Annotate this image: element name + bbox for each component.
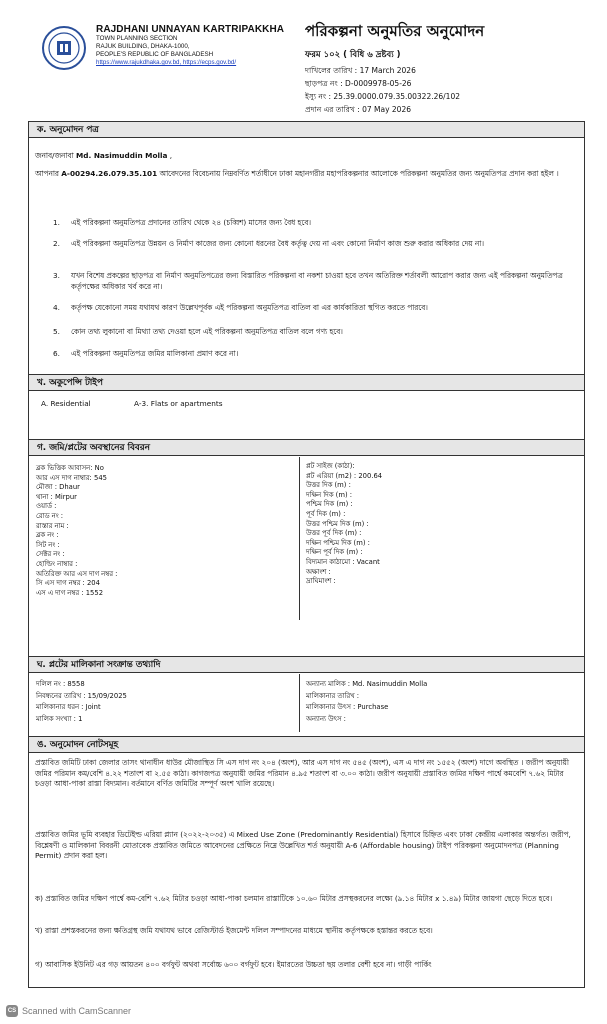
kv-row: অক্ষাংশ : <box>306 567 331 576</box>
kv-row: উত্তর পূর্ব দিক (m) : <box>306 529 362 538</box>
kv-row: প্লট সাইজ (কাঠা): <box>306 462 355 470</box>
kv-row: প্লট এরিয়া (m2) : 200.64 <box>306 471 383 480</box>
kv-row: ব্লক ভিত্তিক আবাসন: No <box>36 464 104 472</box>
kv-row: সি এস দাগ নম্বর : 204 <box>36 579 100 588</box>
kv-row: দলিল নং : 8558 <box>36 680 85 688</box>
kv-row: মালিকানার ধরন : Joint <box>36 703 101 711</box>
camscanner-watermark <box>6 1005 131 1017</box>
org-line: PEOPLE'S REPUBLIC OF BANGLADESH <box>96 51 214 58</box>
letterhead <box>0 0 607 118</box>
section-c-heading: গ. জমি/প্লটের অবস্থানের বিবরন <box>29 439 584 456</box>
document-title: পরিকল্পনা অনুমতির অনুমোদন <box>305 22 485 40</box>
section-e-heading: ঙ. অনুমোদন নোটসমূহ <box>29 736 584 753</box>
kv-row: দক্ষিন পশ্চিম দিক (m) : <box>306 538 370 547</box>
kv-row: দক্ষিন পূর্ব দিক (m) : <box>306 548 363 557</box>
camscanner-logo-icon: CS <box>6 1005 18 1017</box>
kv-row: মালিকানার উৎস : Purchase <box>306 703 389 711</box>
form-frame <box>28 121 585 988</box>
org-name: RAJDHANI UNNAYAN KARTRIPAKKHA <box>96 24 285 35</box>
condition-item: 1. এই পরিকল্পনা অনুমতিপত্র প্রদানের তারিখ থেকে ২৪ (চব্বিশ) মাসের জন্য বৈধ হবে। <box>53 218 311 227</box>
document-meta <box>305 64 595 116</box>
kv-row: উত্তর পশ্চিম দিক (m) : <box>306 519 369 528</box>
kv-row: বিদ্যমান কাঠামো : Vacant <box>306 557 380 566</box>
submission-date: দাখিলের তারিখ : 17 March 2026 <box>305 66 416 75</box>
ownership-left <box>36 679 294 725</box>
kv-row: আর এস দাগ নাম্বার: 545 <box>36 473 107 482</box>
kv-row: অতিরিক্ত আর এস দাগ নম্বর : <box>36 569 118 578</box>
org-links[interactable]: https://www.rajukdhaka.gov.bd, https://ecps.gov.bd/ <box>96 59 237 66</box>
kv-row: ওয়ার্ড : <box>36 502 57 511</box>
occupancy-type: A. Residential <box>41 399 91 408</box>
ownership-right <box>306 679 576 725</box>
kv-row: সিট নং : <box>36 540 60 549</box>
column-divider <box>299 457 300 620</box>
kv-row: এস এ দাগ নম্বর : 1552 <box>36 588 104 597</box>
org-block <box>96 24 296 66</box>
form-number: ফরম ১০২ ( বিধি ৬ দ্রষ্টব্য ) <box>305 50 401 60</box>
salutation: জনাব/জনাবা Md. Nasimuddin Molla , <box>35 151 173 160</box>
approval-note-item: গ) আবাসিক ইউনিট এর গড় আয়তন ৪০০ বর্গফুট অথবা সর্বোচ্চ ৬০০ বর্গফুট হবে। ইমারতের উচ্চতা ছয় তলার বেশী হবে না। গাড়ী পার্কিং <box>35 960 432 969</box>
kv-row: থানা : Mirpur <box>36 492 77 501</box>
kv-row: পশ্চিম দিক (m) : <box>306 500 353 509</box>
kv-row: অন্যান্য উৎস : <box>306 714 346 723</box>
kv-row: উত্তর দিক (m) : <box>306 481 351 490</box>
issue-number: ইস্যু নং : 25.39.0000.079.35.00322.26/102 <box>305 92 460 101</box>
kv-row: হোল্ডিং নাম্বার : <box>36 559 78 568</box>
occupancy-subtype: A-3. Flats or apartments <box>134 399 223 408</box>
org-line: RAJUK BUILDING, DHAKA-1000, <box>96 43 190 50</box>
kv-row: নিবন্ধনের তারিখ : 15/09/2025 <box>36 691 127 700</box>
plot-location-right <box>306 462 576 587</box>
kv-row: ব্লক নং : <box>36 531 59 540</box>
approval-note-paragraph: প্রস্তাবিত জমির ভূমি ব্যবহার ডিটেইল্ড এরিয়া প্ল্যান (২০২২-২০৩৫) এ Mixed Use Zone (Predominantly Residential) হিসাবে চিহ্নিত এবং ঢাকা কেন্দ্রীয় এলাকার অন্তর্গত। জরীপ, বিশ্লেষণী ও মালিকানা বিবরনী মোতাবেক প্রস্তাবিত জমিতে আবেদনের প্রেক্ষিতে নিম্নে উল্লেখিত শর্ত অনুযায়ী A-6 (Affordable housing) টাইপ পরিকল্পনা অনুমোদনপত্র (Planning Permit) প্রদান করা হল। <box>35 830 571 860</box>
approval-intro: আপনার A-00294.26.079.35.101 আবেদনের বিবেচনায় নিম্নবর্ণিত শর্তাধীনে ঢাকা মহানগরীর মহাপরিকল্পনার আলোকে পরিকল্পনা অনুমতির জন্য অনুমতিপত্র প্রদান করা হইল । <box>35 169 559 178</box>
kv-row: পূর্ব দিক (m) : <box>306 509 346 518</box>
column-divider <box>299 674 300 732</box>
kv-row: মালিক সংখ্যা : 1 <box>36 714 83 723</box>
kv-row: অন্যান্য মালিক : Md. Nasimuddin Molla <box>306 680 428 688</box>
approval-note-item: ক) প্রস্তাবিত জমির দক্ষিণ পার্শ্বে কম-বেশি ৭.৬২ মিটার চওড়া আধা-পাকা চলমান রাস্তাটিকে ১০.৬০ মিটার প্রসস্থকরনের লক্ষ্যে (৯.১৪ মিটার x ১.৪৯) মিটার জায়গা ছেড়ে দিতে হবে। <box>35 894 553 903</box>
clearance-number: ছাড়পত্র নং : D-0009978-05-26 <box>305 79 412 88</box>
camscanner-text: Scanned with CamScanner <box>22 1006 132 1016</box>
condition-item: 6. এই পরিকল্পনা অনুমতিপত্র জমির মালিকানা প্রমাণ করে না। <box>53 349 239 358</box>
approval-note-item: খ) রাস্তা প্রশস্তকরনের জন্য ক্ষতিগ্রস্থ জমি যথাযথ ভাবে রেজিস্টার্ড ইজমেন্ট দলিল সম্পাদনের মাধ্যমে স্থানীয় কর্তৃপক্ষকে হস্তান্তর করতে হবে। <box>35 926 433 935</box>
kv-row: রোড নং : <box>36 511 64 520</box>
condition-item: 4. কর্তৃপক্ষ যেকোনো সময় যথাযথ কারণ উল্লেখপূর্বক এই পরিকল্পনা অনুমতিপত্র বাতিল বা এর কার্যকারিতা স্থগিত করতে পারবে। <box>53 303 428 312</box>
kv-row: মৌজা : Dhaur <box>36 483 80 492</box>
approval-note-paragraph: প্রস্তাবিত জমিটি ঢাকা জেলার তাসং থানাধীন ধাউর মৌজাস্থিত সি এস দাগ নং ২০৪ (অংশ), আর এস দাগ নং ৫৪৫ (অংশ), এস এ দাগ নং ১৫৫২ (অংশ) দাগে অবস্থিত । জরীপ অনুযায়ী জমির পরিমান কম/বেশি ৪.২২ শতাংশ বা ২.৫৫ কাঠা। কাগজপত্র অনুযায়ী জমির পরিমান ৪.৯৫ শতাংশ বা ৩.০০ কাঠা। জরীপ অনুযায়ী প্রস্তাবিত জমির দক্ষিণ পার্শ্বে কমবেশি ৭.৬২ মিটার চওড়া আধা-পাকা রাস্তা বিদ্যমান। বর্তমানে বর্ণিত জমিটির সম্পূর্ণ অংশ খালি রয়েছে। <box>35 758 569 788</box>
document-title-block <box>305 20 595 116</box>
section-d-heading: ঘ. প্লটের মালিকানা সংক্রান্ত তথ্যাদি <box>29 656 584 673</box>
kv-row: সেক্টর নং : <box>36 550 65 559</box>
kv-row: দ্রাঘিমাংশ : <box>306 577 336 586</box>
section-a-heading: ক. অনুমোদন পত্র <box>29 121 584 138</box>
kv-row: মালিকানার তারিখ : <box>306 691 360 700</box>
rajuk-logo-icon <box>42 26 86 70</box>
plot-location-left <box>36 464 294 598</box>
condition-item: 3. যখন বিশেষ প্রকল্পের ছাড়পত্র বা নির্মাণ অনুমতিপত্রের জন্য বিস্তারিত পরিকল্পনা বা নকশা চাওয়া হবে তখন অতিরিক্ত শর্তাবলী আরোপ করার জন্য এই পরিকল্পনা অনুমতিপত্র কর্তৃপক্ষের অধিকার খর্ব করে না। <box>53 271 563 291</box>
issue-date: প্রদান এর তারিখ : 07 May 2026 <box>305 105 411 114</box>
condition-item: 2. এই পরিকল্পনা অনুমতিপত্র উন্নয়ন ও নির্মাণ কাজের জন্য কোনো ধরনের বৈধ কর্তৃত্ব দেয় না এবং কোনো নির্মাণ কাজ শুরু করার অধিকার দেয় না। <box>53 239 484 248</box>
kv-row: দক্ষিন দিক (m) : <box>306 490 353 499</box>
kv-row: রাস্তার নাম : <box>36 521 69 530</box>
section-b-heading: খ. অকুপেন্সি টাইপ <box>29 374 584 391</box>
condition-item: 5. কোন তথ্য লুকানো বা মিথ্যা তথ্য দেওয়া হলে এই পরিকল্পনা অনুমতিপত্র বাতিল বলে গণ্য হবে। <box>53 327 343 336</box>
org-line: TOWN PLANNING SECTION <box>96 35 178 42</box>
